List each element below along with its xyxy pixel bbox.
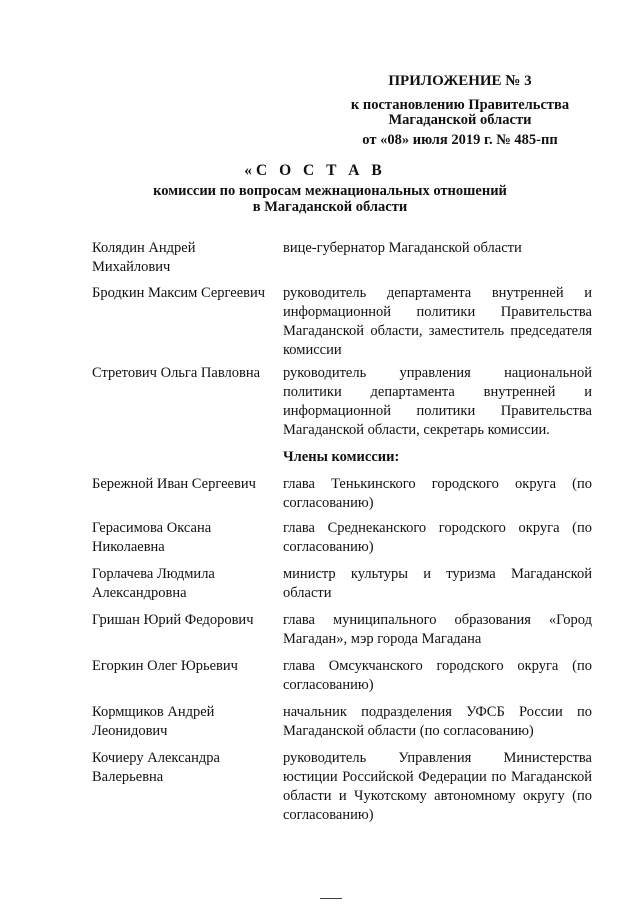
member-role: руководитель управления национальной политики департамента внутренней и информационной политики Правительства Магаданской области, секретарь комиссии. — [283, 365, 592, 438]
member-role: руководитель департамента внутренней и информационной политики Правительства Магаданской области, заместитель председателя комиссии — [283, 285, 592, 358]
appendix-region-line: Магаданской области — [388, 112, 532, 128]
member-role: глава муниципального образования «Город Магадан», мэр города Магадана — [283, 612, 592, 647]
member-name: Стретович Ольга Павловна — [92, 365, 261, 381]
document-subtitle-line2: в Магаданской области — [252, 199, 408, 215]
member-role: руководитель Управления Министерства юстиции Российской Федерации по Магаданской области и Чукотскому автономному округу (по согласованию) — [283, 750, 592, 823]
member-role: министр культуры и туризма Магаданской области — [283, 566, 592, 601]
member-role: глава Среднеканского городского округа (по согласованию) — [283, 520, 592, 555]
member-name: Егоркин Олег Юрьевич — [92, 658, 238, 674]
members-heading: Члены комиссии: — [283, 449, 400, 465]
member-name: Бережной Иван Сергеевич — [92, 476, 256, 492]
appendix-resolution-line: к постановлению Правительства — [350, 97, 570, 113]
member-role: начальник подразделения УФСБ России по Магаданской области (по согласованию) — [283, 704, 592, 739]
member-role: вице-губернатор Магаданской области — [283, 240, 522, 256]
document-subtitle-line1: комиссии по вопросам межнациональных отношений — [153, 183, 507, 199]
member-name: Герасимова Оксана Николаевна — [92, 520, 212, 555]
appendix-date-line: от «08» июля 2019 г. № 485-пп — [362, 132, 558, 148]
member-name: Кочиеру Александра Валерьевна — [92, 750, 220, 785]
member-role: глава Тенькинского городского округа (по согласованию) — [283, 476, 592, 511]
footer-divider — [320, 898, 342, 899]
member-name: Кормщиков Андрей Леонидович — [92, 704, 215, 739]
member-name: Колядин Андрей Михайлович — [92, 240, 196, 275]
member-role: глава Омсукчанского городского округа (по согласованию) — [283, 658, 592, 693]
member-name: Бродкин Максим Сергеевич — [92, 285, 266, 301]
document-title: «С О С Т А В — [244, 162, 386, 179]
member-name: Горлачева Людмила Александровна — [92, 566, 215, 601]
member-name: Гришан Юрий Федорович — [92, 612, 254, 628]
appendix-title: ПРИЛОЖЕНИЕ № 3 — [388, 73, 532, 89]
